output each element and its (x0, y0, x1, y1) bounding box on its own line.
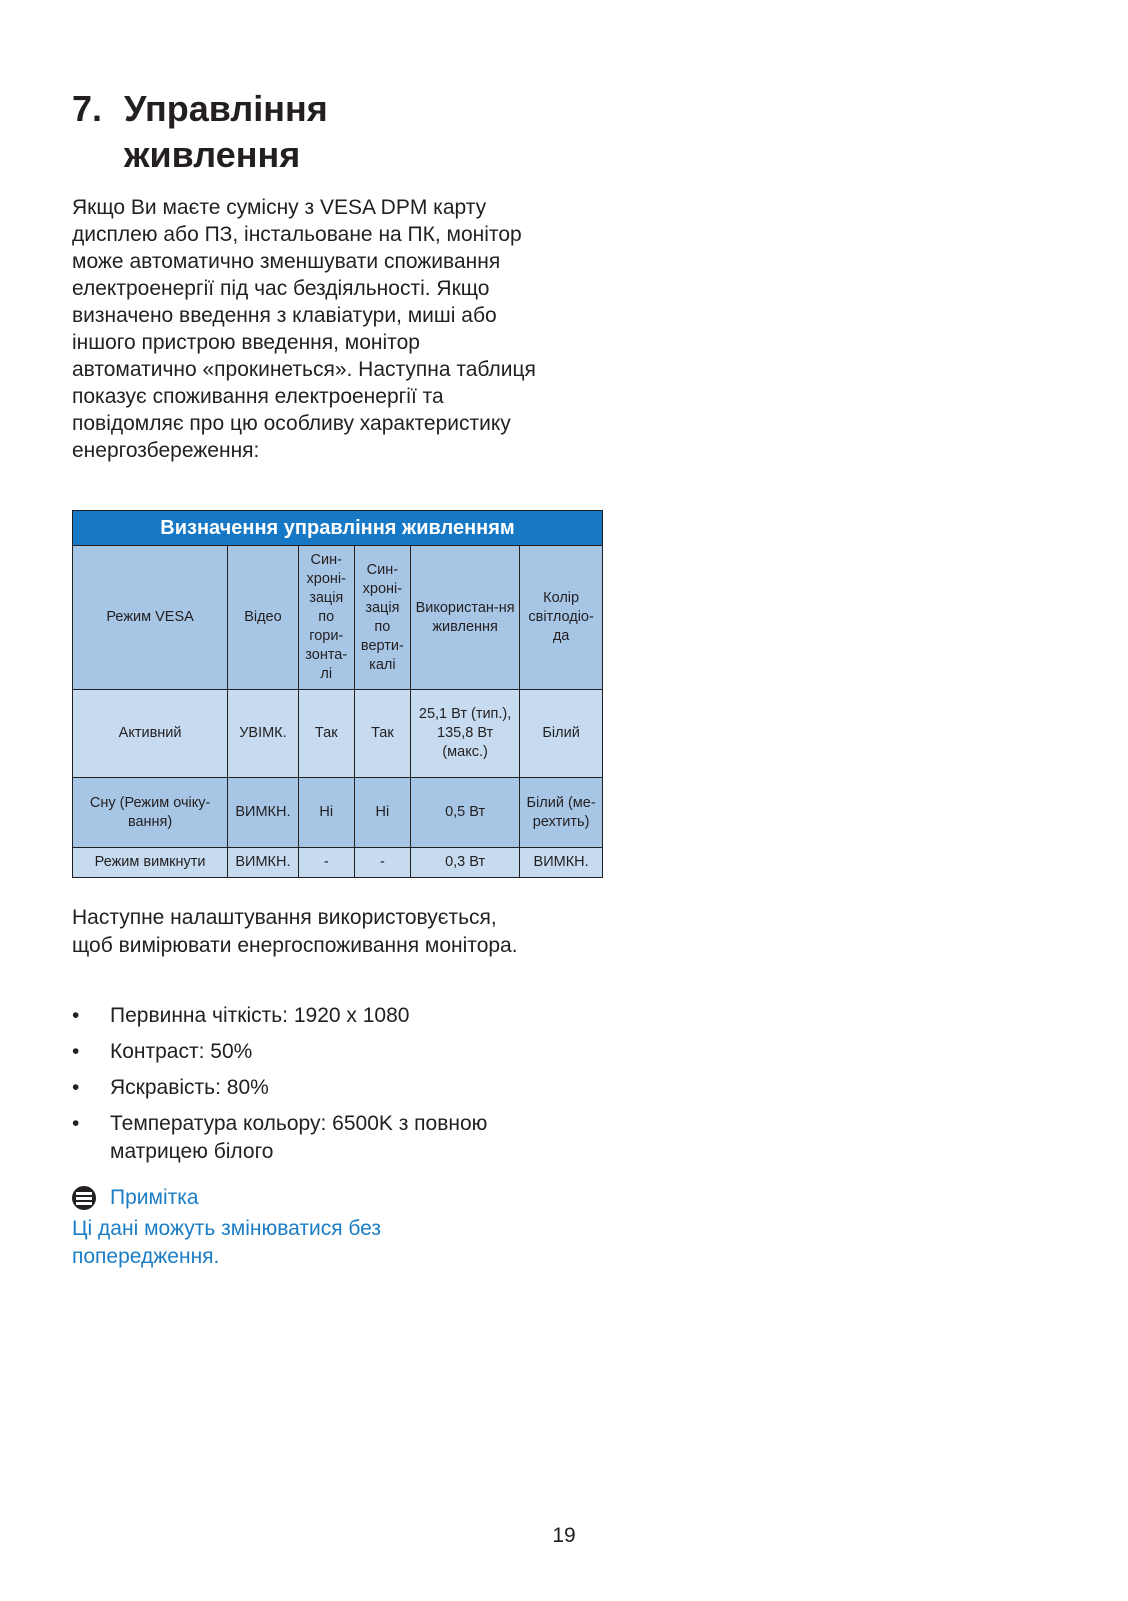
table-row (73, 778, 603, 848)
list-item-text: Первинна чіткість: 1920 x 1080 (110, 1004, 410, 1027)
header-led-color: Колір світлодіо-да (520, 546, 603, 690)
table-cell: Так (354, 690, 410, 778)
note-text: Ці дані можуть змінюватися без попередження. (72, 1217, 382, 1268)
list-item (72, 1074, 552, 1102)
header-power-usage: Використан-ня живлення (410, 546, 519, 690)
header-h-sync: Син-хроні-зація по гори-зонта-лі (298, 546, 354, 690)
page-title (72, 86, 328, 178)
table-cell: Білий (520, 690, 603, 778)
table-cell: 0,3 Вт (410, 848, 519, 878)
table-cell: - (298, 848, 354, 878)
list-item-text: Контраст: 50% (110, 1040, 253, 1063)
list-item-text: Яскравість: 80% (110, 1076, 269, 1099)
table-cell: ВИМКН. (228, 778, 298, 848)
table-cell: Білий (ме-рехтить) (520, 778, 603, 848)
note-title: Примітка (110, 1186, 199, 1209)
table-cell: 25,1 Вт (тип.), 135,8 Вт (макс.) (410, 690, 519, 778)
header-v-sync: Син-хроні-зація по верти-калі (354, 546, 410, 690)
note-heading (72, 1184, 199, 1212)
table-header-row (73, 546, 603, 690)
power-management-table (72, 510, 603, 878)
bullet: • (72, 1112, 80, 1135)
table-cell: ВИМКН. (228, 848, 298, 878)
table-cell: УВІМК. (228, 690, 298, 778)
table-cell: Активний (73, 690, 228, 778)
section-number: 7. (72, 88, 103, 129)
bullet: • (72, 1076, 80, 1099)
table-cell: Ні (354, 778, 410, 848)
bullet: • (72, 1004, 80, 1027)
measurement-settings-list (72, 1002, 552, 1174)
bullet: • (72, 1040, 80, 1063)
table-cell: Так (298, 690, 354, 778)
header-vesa-mode: Режим VESA (73, 546, 228, 690)
note-icon (72, 1186, 96, 1210)
table-row (73, 848, 603, 878)
intro-paragraph: Якщо Ви маєте сумісну з VESA DPM карту дисплею або ПЗ, інстальоване на ПК, монітор може автоматично зменшувати споживання електроенергії під час бездіяльності. Якщо визначено введення з клавіатури, миші або іншого пристрою введення, монітор автоматично «прокинеться». Наступна таблиця показує споживання електроенергії та повідомляє про цю особливу характеристику енергозбереження: (72, 196, 536, 462)
table-cell: ВИМКН. (520, 848, 603, 878)
title-line-1: Управління (124, 88, 328, 129)
title-line-2: живлення (124, 134, 301, 175)
table-cell: 0,5 Вт (410, 778, 519, 848)
list-item (72, 1110, 552, 1166)
measurement-paragraph: Наступне налаштування використовується, щоб вимірювати енергоспоживання монітора. (72, 906, 518, 957)
table-cell: Сну (Режим очіку-вання) (73, 778, 228, 848)
list-item (72, 1002, 552, 1030)
table-caption: Визначення управління живленням (73, 511, 603, 546)
table-cell: Ні (298, 778, 354, 848)
header-video: Відео (228, 546, 298, 690)
list-item-text: Температура кольору: 6500K з повною матрицею білого (110, 1112, 488, 1163)
table-row (73, 690, 603, 778)
table-cell: - (354, 848, 410, 878)
table-cell: Режим вимкнути (73, 848, 228, 878)
page-number: 19 (552, 1524, 576, 1547)
list-item (72, 1038, 552, 1066)
